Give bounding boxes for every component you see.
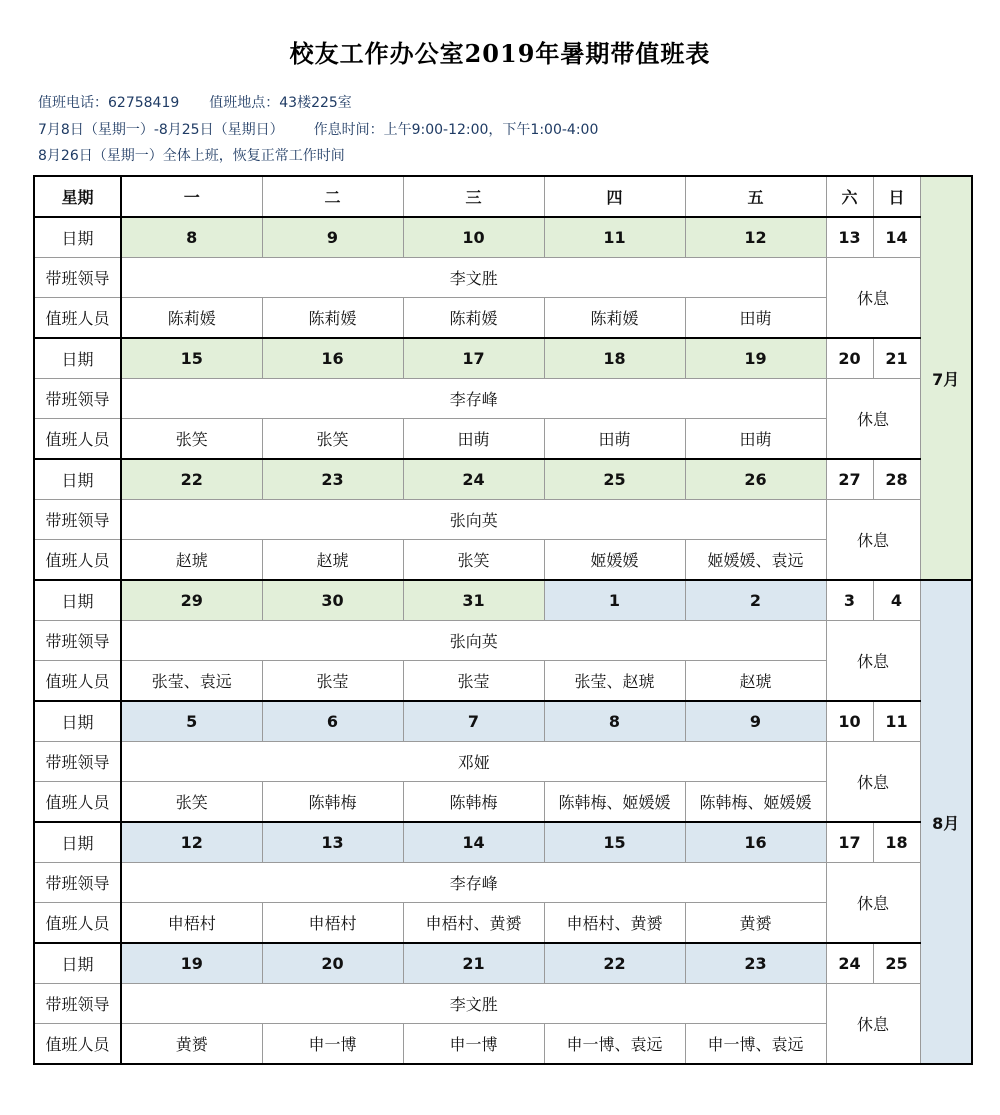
date-cell: 24 — [403, 459, 544, 500]
staff-cell: 陈莉媛 — [403, 298, 544, 339]
date-cell: 9 — [685, 701, 826, 742]
leader-row — [34, 379, 972, 419]
duty-period: 7月8日（星期一）-8月25日（星期日） — [38, 122, 284, 138]
weekend-date-sat: 17 — [826, 822, 873, 863]
rest-cell: 休息 — [826, 258, 920, 339]
info-line-2 — [38, 119, 598, 139]
info-line-3 — [38, 145, 345, 165]
date-label: 日期 — [34, 580, 121, 621]
date-cell: 10 — [403, 217, 544, 258]
staff-label: 值班人员 — [34, 661, 121, 702]
date-cell: 16 — [262, 338, 403, 379]
weekend-date-sun: 21 — [873, 338, 920, 379]
rest-cell: 休息 — [826, 621, 920, 702]
staff-label: 值班人员 — [34, 298, 121, 339]
weekday-tue: 二 — [262, 176, 403, 217]
staff-cell: 陈莉媛 — [121, 298, 262, 339]
staff-cell: 申梧村、黄赟 — [403, 903, 544, 944]
weekend-date-sat: 20 — [826, 338, 873, 379]
weekday-thu: 四 — [544, 176, 685, 217]
date-row — [34, 217, 972, 258]
weekend-date-sat: 13 — [826, 217, 873, 258]
staff-cell: 陈韩梅、姬媛媛 — [544, 782, 685, 823]
weekday-mon: 一 — [121, 176, 262, 217]
leader-row — [34, 621, 972, 661]
staff-cell: 陈韩梅、姬媛媛 — [685, 782, 826, 823]
date-cell: 5 — [121, 701, 262, 742]
staff-cell: 张莹、赵琥 — [544, 661, 685, 702]
leader-label: 带班领导 — [34, 621, 121, 661]
date-cell: 22 — [544, 943, 685, 984]
rest-cell: 休息 — [826, 742, 920, 823]
date-cell: 9 — [262, 217, 403, 258]
staff-cell: 田萌 — [544, 419, 685, 460]
date-cell: 12 — [121, 822, 262, 863]
weekend-date-sun: 4 — [873, 580, 920, 621]
info-line-1 — [38, 92, 352, 112]
date-cell: 20 — [262, 943, 403, 984]
date-row — [34, 459, 972, 500]
date-cell: 13 — [262, 822, 403, 863]
leader-name: 李文胜 — [121, 258, 826, 298]
resume-notice: 8月26日（星期一）全体上班，恢复正常工作时间 — [38, 148, 345, 164]
date-row — [34, 701, 972, 742]
staff-cell: 申一博、袁远 — [544, 1024, 685, 1065]
page-title: 校友工作办公室2019年暑期带值班表 — [289, 39, 711, 68]
weekday-sat: 六 — [826, 176, 873, 217]
date-cell: 2 — [685, 580, 826, 621]
weekend-date-sat: 10 — [826, 701, 873, 742]
staff-cell: 陈莉媛 — [544, 298, 685, 339]
duty-location: 值班地点：43楼225室 — [209, 95, 352, 111]
staff-cell: 申梧村、黄赟 — [544, 903, 685, 944]
date-cell: 16 — [685, 822, 826, 863]
leader-label: 带班领导 — [34, 742, 121, 782]
date-cell: 14 — [403, 822, 544, 863]
date-cell: 22 — [121, 459, 262, 500]
date-cell: 19 — [685, 338, 826, 379]
weekday-label: 星期 — [34, 176, 121, 217]
weekend-date-sat: 3 — [826, 580, 873, 621]
duty-schedule-table — [33, 175, 973, 1065]
leader-name: 张向英 — [121, 500, 826, 540]
date-cell: 18 — [544, 338, 685, 379]
rest-cell: 休息 — [826, 379, 920, 460]
staff-label: 值班人员 — [34, 903, 121, 944]
staff-cell: 田萌 — [685, 419, 826, 460]
staff-cell: 赵琥 — [121, 540, 262, 581]
leader-name: 李文胜 — [121, 984, 826, 1024]
work-hours: 作息时间：上午9:00-12:00，下午1:00-4:00 — [313, 122, 599, 138]
staff-cell: 赵琥 — [685, 661, 826, 702]
weekend-date-sun: 14 — [873, 217, 920, 258]
date-label: 日期 — [34, 822, 121, 863]
leader-row — [34, 742, 972, 782]
staff-cell: 申一博、袁远 — [685, 1024, 826, 1065]
staff-cell: 陈韩梅 — [262, 782, 403, 823]
date-cell: 31 — [403, 580, 544, 621]
staff-cell: 陈莉媛 — [262, 298, 403, 339]
staff-label: 值班人员 — [34, 1024, 121, 1065]
leader-label: 带班领导 — [34, 258, 121, 298]
staff-cell: 申梧村 — [121, 903, 262, 944]
date-cell: 8 — [121, 217, 262, 258]
duty-phone: 值班电话：62758419 — [38, 95, 180, 111]
staff-cell: 黄赟 — [121, 1024, 262, 1065]
leader-row — [34, 258, 972, 298]
staff-cell: 张笑 — [403, 540, 544, 581]
month-august: 8月 — [920, 580, 972, 1064]
weekend-date-sat: 27 — [826, 459, 873, 500]
date-cell: 17 — [403, 338, 544, 379]
date-label: 日期 — [34, 338, 121, 379]
staff-cell: 姬媛媛 — [544, 540, 685, 581]
leader-name: 李存峰 — [121, 379, 826, 419]
date-cell: 25 — [544, 459, 685, 500]
leader-name: 张向英 — [121, 621, 826, 661]
staff-cell: 张莹 — [403, 661, 544, 702]
weekday-wed: 三 — [403, 176, 544, 217]
staff-label: 值班人员 — [34, 540, 121, 581]
staff-cell: 申一博 — [262, 1024, 403, 1065]
staff-cell: 田萌 — [403, 419, 544, 460]
month-july: 7月 — [920, 176, 972, 580]
date-cell: 29 — [121, 580, 262, 621]
date-row — [34, 338, 972, 379]
date-label: 日期 — [34, 459, 121, 500]
leader-row — [34, 500, 972, 540]
header-row — [34, 176, 972, 217]
staff-label: 值班人员 — [34, 782, 121, 823]
leader-label: 带班领导 — [34, 500, 121, 540]
weekday-sun: 日 — [873, 176, 920, 217]
weekend-date-sun: 28 — [873, 459, 920, 500]
date-cell: 12 — [685, 217, 826, 258]
staff-cell: 张笑 — [121, 782, 262, 823]
weekend-date-sun: 11 — [873, 701, 920, 742]
leader-label: 带班领导 — [34, 379, 121, 419]
leader-row — [34, 984, 972, 1024]
leader-name: 李存峰 — [121, 863, 826, 903]
date-row — [34, 943, 972, 984]
staff-cell: 申一博 — [403, 1024, 544, 1065]
staff-cell: 张莹、袁远 — [121, 661, 262, 702]
staff-cell: 赵琥 — [262, 540, 403, 581]
staff-cell: 申梧村 — [262, 903, 403, 944]
date-cell: 23 — [685, 943, 826, 984]
date-cell: 11 — [544, 217, 685, 258]
date-cell: 15 — [121, 338, 262, 379]
rest-cell: 休息 — [826, 500, 920, 581]
date-cell: 6 — [262, 701, 403, 742]
rest-cell: 休息 — [826, 863, 920, 944]
date-cell: 15 — [544, 822, 685, 863]
staff-cell: 田萌 — [685, 298, 826, 339]
date-cell: 21 — [403, 943, 544, 984]
staff-cell: 姬媛媛、袁远 — [685, 540, 826, 581]
date-cell: 1 — [544, 580, 685, 621]
date-label: 日期 — [34, 943, 121, 984]
staff-cell: 张莹 — [262, 661, 403, 702]
date-cell: 30 — [262, 580, 403, 621]
date-cell: 8 — [544, 701, 685, 742]
rest-cell: 休息 — [826, 984, 920, 1065]
staff-cell: 黄赟 — [685, 903, 826, 944]
date-cell: 26 — [685, 459, 826, 500]
staff-label: 值班人员 — [34, 419, 121, 460]
staff-cell: 张笑 — [121, 419, 262, 460]
staff-cell: 张笑 — [262, 419, 403, 460]
leader-label: 带班领导 — [34, 984, 121, 1024]
date-row — [34, 822, 972, 863]
weekend-date-sun: 25 — [873, 943, 920, 984]
date-label: 日期 — [34, 701, 121, 742]
weekend-date-sun: 18 — [873, 822, 920, 863]
leader-label: 带班领导 — [34, 863, 121, 903]
date-label: 日期 — [34, 217, 121, 258]
date-cell: 23 — [262, 459, 403, 500]
date-cell: 7 — [403, 701, 544, 742]
date-cell: 19 — [121, 943, 262, 984]
leader-name: 邓娅 — [121, 742, 826, 782]
weekday-fri: 五 — [685, 176, 826, 217]
leader-row — [34, 863, 972, 903]
date-row — [34, 580, 972, 621]
weekend-date-sat: 24 — [826, 943, 873, 984]
staff-cell: 陈韩梅 — [403, 782, 544, 823]
